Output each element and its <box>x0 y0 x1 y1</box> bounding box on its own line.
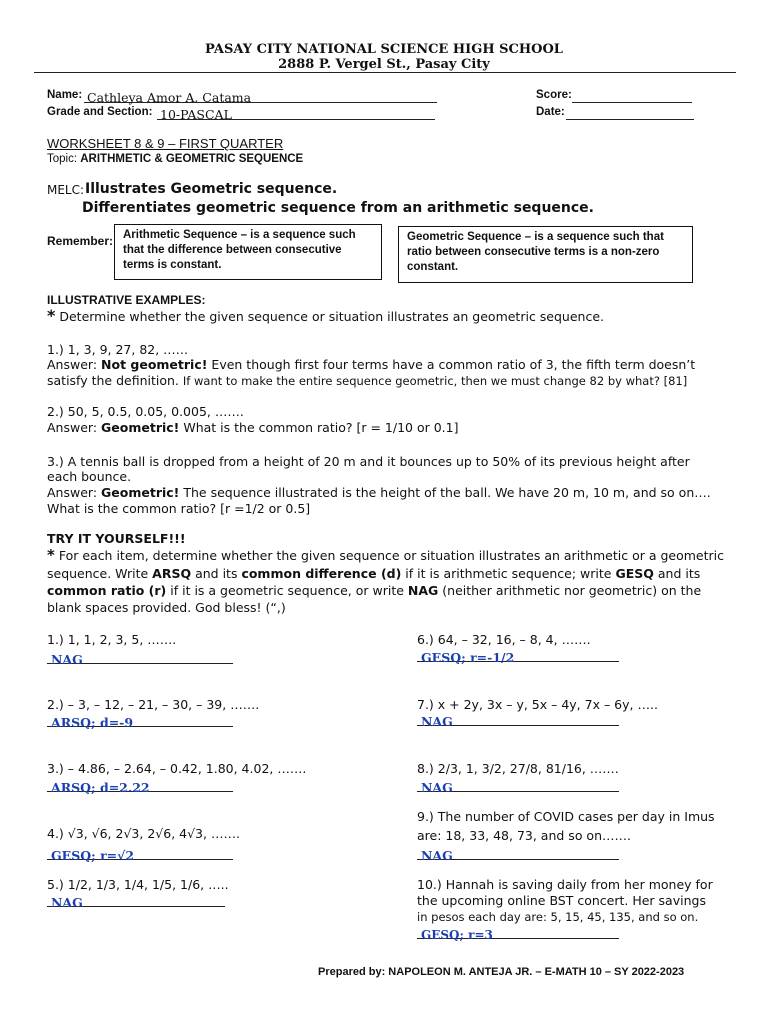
geometric-definition-box: Geometric Sequence – is a sequence such that ratio between consecutive terms is a non-zero constant. <box>398 226 693 283</box>
date-label: Date: <box>536 106 565 118</box>
item-3-answer: ARSQ; d=2.22 <box>51 780 150 795</box>
prepared-by: Prepared by: NAPOLEON M. ANTEJA JR. – E-MATH 10 – SY 2022-2023 <box>318 966 685 978</box>
item-5-answer-field[interactable] <box>47 892 225 910</box>
try-instruction-1: * For each item, determine whether the given sequence or situation illustrates an arithmetic or a geometric <box>47 546 724 564</box>
try-instruction-4: blank spaces provided. God bless! (“,) <box>47 600 286 615</box>
item-5-question: 5.) 1/2, 1/3, 1/4, 1/5, 1/6, ….. <box>47 877 229 892</box>
topic-value: ARITHMETIC & GEOMETRIC SEQUENCE <box>80 153 304 165</box>
example-1-question: 1.) 1, 3, 9, 27, 82, …… <box>47 342 189 357</box>
example-3-question-cont: each bounce. <box>47 469 132 484</box>
item-4-answer-field[interactable] <box>47 845 233 863</box>
item-7-answer-field[interactable] <box>417 711 619 729</box>
example-3-answer-cont: What is the common ratio? [r =1/2 or 0.5] <box>47 501 311 516</box>
item-8-question: 8.) 2/3, 1, 3/2, 27/8, 81/16, ……. <box>417 761 619 776</box>
item-6-answer-field[interactable] <box>417 647 619 665</box>
item-9-answer: NAG <box>421 848 453 863</box>
item-3-question: 3.) – 4.86, – 2.64, – 0.42, 1.80, 4.02, ……. <box>47 761 307 776</box>
item-7-question: 7.) x + 2y, 3x – y, 5x – 4y, 7x – 6y, ….. <box>417 697 658 712</box>
arithmetic-definition-box: Arithmetic Sequence – is a sequence such that the difference between consecutive terms is constant. <box>114 224 382 280</box>
item-2-answer: ARSQ; d=-9 <box>51 715 134 730</box>
item-9-question-cont: are: 18, 33, 48, 73, and so on……. <box>417 828 631 843</box>
grade-value: 10-PASCAL <box>160 107 232 122</box>
item-9-question: 9.) The number of COVID cases per day in Imus <box>417 809 715 824</box>
star-icon: * <box>47 306 56 325</box>
examples-heading: ILLUSTRATIVE EXAMPLES: <box>47 293 206 307</box>
examples-instruction: * Determine whether the given sequence or situation illustrates an geometric sequence. <box>47 306 605 325</box>
example-2-question: 2.) 50, 5, 0.5, 0.05, 0.005, ……. <box>47 404 244 419</box>
item-2-question: 2.) – 3, – 12, – 21, – 30, – 39, ……. <box>47 697 260 712</box>
date-field[interactable] <box>566 104 694 120</box>
item-10-question-cont-2: in pesos each day are: 5, 15, 45, 135, and so on. <box>417 910 699 924</box>
melc-label: MELC: <box>47 183 85 197</box>
item-10-answer: GESQ; r=3 <box>421 928 493 942</box>
item-1-question: 1.) 1, 1, 2, 3, 5, ……. <box>47 632 177 647</box>
name-label: Name: <box>47 89 83 101</box>
item-1-answer-field[interactable] <box>47 649 233 667</box>
item-6-answer: GESQ; r=-1/2 <box>421 650 515 665</box>
score-field[interactable] <box>572 87 692 103</box>
melc-line-2: Differentiates geometric sequence from an arithmetic sequence. <box>82 200 594 216</box>
item-1-answer: NAG <box>51 652 83 667</box>
example-2-answer: Answer: Geometric! What is the common ratio? [r = 1/10 or 0.1] <box>47 420 459 435</box>
header-divider <box>34 72 736 73</box>
try-instruction-2: sequence. Write ARSQ and its common difference (d) if it is arithmetic sequence; write GESQ and its <box>47 566 701 581</box>
example-1-answer: Answer: Not geometric! Even though first four terms have a common ratio of 3, the fifth term doesn’t <box>47 357 696 372</box>
try-heading: TRY IT YOURSELF!!! <box>47 531 186 546</box>
item-10-question-cont-1: the upcoming online BST concert. Her savings <box>417 893 706 908</box>
school-address: 2888 P. Vergel St., Pasay City <box>278 57 490 72</box>
name-field[interactable] <box>84 87 437 103</box>
item-6-question: 6.) 64, – 32, 16, – 8, 4, ……. <box>417 632 591 647</box>
grade-label: Grade and Section: <box>47 106 153 118</box>
item-10-answer-field[interactable] <box>417 924 619 942</box>
name-value: Cathleya Amor A. Catama <box>87 90 252 105</box>
example-3-answer: Answer: Geometric! The sequence illustrated is the height of the ball. We have 20 m, 10 m, and so on…. <box>47 485 711 500</box>
example-3-question: 3.) A tennis ball is dropped from a height of 20 m and it bounces up to 50% of its previous height after <box>47 454 690 469</box>
item-5-answer: NAG <box>51 895 83 910</box>
grade-field[interactable] <box>157 104 435 120</box>
item-2-answer-field[interactable] <box>47 712 233 730</box>
worksheet-title: WORKSHEET 8 & 9 – FIRST QUARTER <box>47 136 284 151</box>
example-1-answer-cont: satisfy the definition. If want to make the entire sequence geometric, then we must change 82 by what? [81] <box>47 373 688 388</box>
item-4-question: 4.) √3, √6, 2√3, 2√6, 4√3, ……. <box>47 826 240 841</box>
item-8-answer-field[interactable] <box>417 777 619 795</box>
item-3-answer-field[interactable] <box>47 777 233 795</box>
melc-line-1: Illustrates Geometric sequence. <box>85 181 338 197</box>
score-label: Score: <box>536 89 572 101</box>
school-name: PASAY CITY NATIONAL SCIENCE HIGH SCHOOL <box>205 42 563 57</box>
item-7-answer: NAG <box>421 714 453 729</box>
try-instruction-3: common ratio (r) if it is a geometric sequence, or write NAG (neither arithmetic nor geometric) on the <box>47 583 702 598</box>
item-4-answer: GESQ; r=√2 <box>51 848 135 863</box>
item-10-question: 10.) Hannah is saving daily from her money for <box>417 877 713 892</box>
topic-label: Topic: <box>47 153 78 165</box>
star-icon: * <box>47 546 55 564</box>
remember-label: Remember: <box>47 234 114 248</box>
topic-line <box>47 153 303 165</box>
item-8-answer: NAG <box>421 780 453 795</box>
item-9-answer-field[interactable] <box>417 845 619 863</box>
